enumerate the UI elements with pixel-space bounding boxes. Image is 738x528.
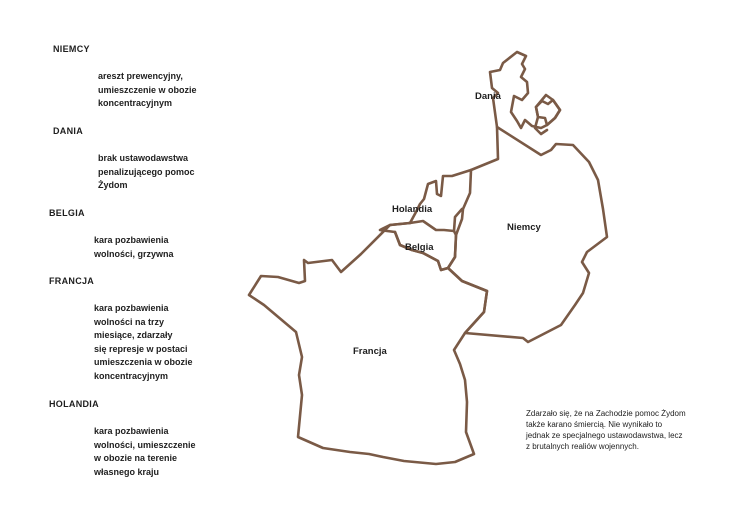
germany-outline	[448, 127, 607, 342]
denmark-island-outline	[536, 100, 560, 125]
legend-country-holandia: HOLANDIA	[49, 399, 99, 409]
legend-penalty-niemcy: areszt prewencyjny, umieszczenie w obozie koncentracyjnym	[98, 71, 197, 108]
legend-penalty-holandia: kara pozbawienia wolności, umieszczenie w obozie na terenie własnego kraju	[94, 426, 196, 477]
footnote: Zdarzało się, że na Zachodzie pomoc Żydom także karano śmiercią. Nie wynikało to jednak ze specjalnego ustawodawstwa, lecz z brutalnych realiów wojennych.	[526, 409, 686, 451]
legend-country-belgia: BELGIA	[49, 208, 85, 218]
legend-country-niemcy: NIEMCY	[53, 44, 90, 54]
france-outline	[249, 223, 487, 464]
map-label-niemcy: Niemcy	[507, 222, 541, 233]
map-label-belgia: Belgia	[405, 242, 434, 253]
map-label-francja: Francja	[353, 346, 387, 357]
legend-penalty-francja: kara pozbawienia wolności na trzy miesiące, zdarzały się represje w postaci umieszczenia w obozie koncentracyjnym	[94, 303, 193, 381]
map-label-holandia: Holandia	[392, 204, 433, 215]
legend-penalty-belgia: kara pozbawienia wolności, grzywna	[94, 235, 174, 259]
map-label-dania: Dania	[475, 91, 501, 102]
legend-penalty-dania: brak ustawodawstwa penalizującego pomoc Żydom	[98, 153, 195, 190]
legend-country-dania: DANIA	[53, 126, 83, 136]
legend-country-francja: FRANCJA	[49, 276, 95, 286]
